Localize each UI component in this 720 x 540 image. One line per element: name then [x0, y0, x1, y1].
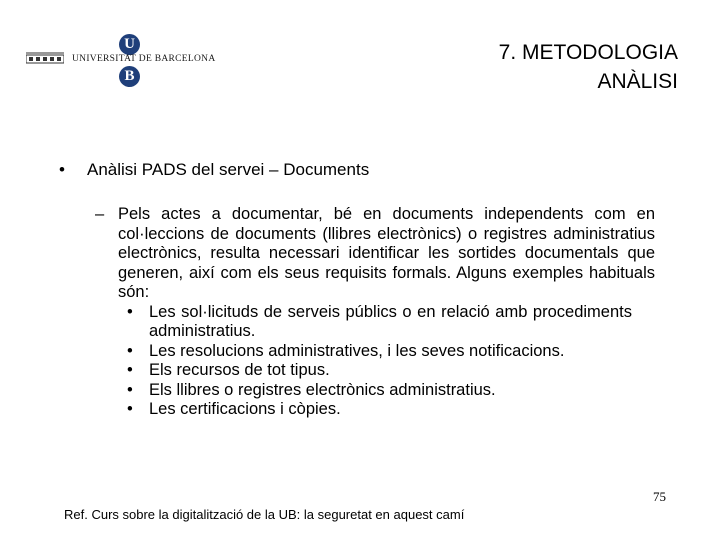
sub-marker: • — [127, 380, 133, 399]
logo-letter-u: U — [119, 34, 140, 55]
sub-item-text: Les resolucions administratives, i les seves notificacions. — [149, 341, 565, 360]
sub-item-text: Els recursos de tot tipus. — [149, 361, 330, 379]
title-line-1: 7. METODOLOGIA — [498, 41, 678, 64]
main-bullet — [59, 160, 369, 180]
main-bullet-text: Anàlisi PADS del servei – Documents — [87, 160, 370, 179]
sub-item — [127, 342, 655, 362]
sub-item — [127, 361, 655, 381]
slide-title — [499, 38, 678, 96]
content-body — [95, 205, 655, 420]
title-line-2: ANÀLISI — [597, 70, 678, 93]
sub-item — [127, 303, 655, 342]
logo-letter-b: B — [119, 66, 140, 87]
bullet-marker: • — [59, 160, 65, 179]
sub-item — [127, 400, 655, 420]
sub-marker: • — [127, 361, 133, 379]
sub-item-list — [127, 303, 655, 420]
university-logo — [26, 34, 216, 94]
sub-marker: • — [127, 341, 133, 360]
sub-item — [127, 381, 655, 401]
sub-marker: • — [127, 302, 133, 321]
paragraph-text: Pels actes a documentar, bé en documents independents com en col·leccions de documents (llibres electrònics) o registres administratius electrònics, resulta necessari identificar les sortides documentals que generen, així com els seus requisits formals. Alguns exemples habituals són: — [118, 205, 655, 301]
sub-item-text: Les sol·licituds de serveis públics o en relació amb procediments administratius. — [149, 302, 632, 340]
logo-text: UNIVERSITAT DE BARCELONA — [72, 54, 216, 64]
coat-of-arms-icon — [26, 51, 64, 65]
dash-marker: – — [95, 205, 105, 223]
sub-item-text: Les certificacions i còpies. — [149, 400, 341, 418]
sub-item-text: Els llibres o registres electrònics administratius. — [149, 380, 496, 399]
page-number: 75 — [653, 489, 666, 504]
dash-item — [95, 205, 655, 303]
sub-marker: • — [127, 400, 133, 418]
footer-reference: Ref. Curs sobre la digitalització de la UB: la seguretat en aquest camí — [64, 507, 465, 522]
